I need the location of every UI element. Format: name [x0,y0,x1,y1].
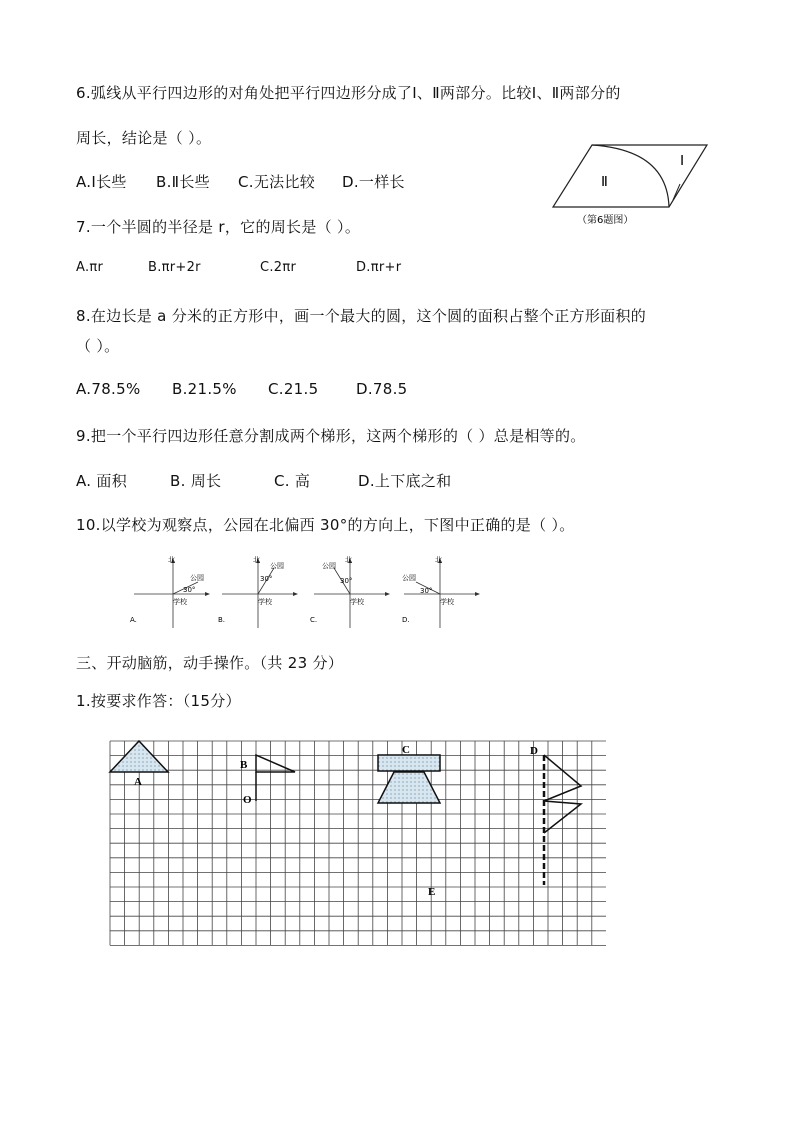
q6-option-d: D.一样长 [342,173,405,191]
q6-text-line1: 6.弧线从平行四边形的对角处把平行四边形分成了Ⅰ、Ⅱ两部分。比较Ⅰ、Ⅱ两部分的 [76,84,621,102]
q10-a-north: 北 [168,556,175,564]
task1-grid-figure [106,737,606,953]
q6-figure-caption: （第6题图） [577,215,634,226]
q6-options [76,171,405,192]
shape-c-rectangle [378,755,440,771]
q10-a-letter: A. [130,616,137,624]
q7-option-b: B.πr+2r [148,260,201,275]
q6-parallelogram-figure [545,138,715,230]
q9-option-a: A. 面积 [76,472,128,490]
q8-option-c: C.21.5 [268,380,319,398]
q7-option-c: C.2πr [260,260,297,275]
shape-b-triangle [256,755,295,772]
q10-c-letter: C. [310,616,318,624]
q7-options [76,260,401,275]
q7-option-a: A.πr [76,260,104,275]
q6-option-c: C.无法比较 [238,173,316,191]
q8-options [76,380,408,398]
q10-d-letter: D. [402,616,410,624]
q10-text: 10.以学校为观察点，公园在北偏西 30°的方向上，下图中正确的是（ ）。 [76,516,575,534]
q7-text: 7.一个半圆的半径是 r，它的周长是（ ）。 [76,218,361,236]
q8-option-a: A.78.5% [76,380,141,398]
q8-text-line1: 8.在边长是 a 分米的正方形中，画一个最大的圆，这个圆的面积占整个正方形面积的 [76,307,647,325]
q9-option-d: D.上下底之和 [358,472,452,490]
q10-diagram-a [128,552,218,632]
task1-title: 1.按要求作答：（15分） [76,692,241,710]
q8-option-d: D.78.5 [356,380,408,398]
shape-a-triangle [110,741,168,772]
q9-text: 9.把一个平行四边形任意分割成两个梯形，这两个梯形的（ ）总是相等的。 [76,427,586,445]
label-b: B [240,759,248,771]
q6-option-a: A.Ⅰ长些 [76,173,127,191]
label-o: O [243,794,252,806]
q10-b-angle: 30° [260,575,273,583]
q9-option-c: C. 高 [274,472,311,490]
q10-d-angle: 30° [420,587,433,595]
q8-option-b: B.21.5% [172,380,237,398]
q10-b-letter: B. [218,616,226,624]
q10-a-school: 学校 [173,598,187,606]
label-d: D [530,745,538,757]
q10-a-park: 公园 [190,574,204,582]
q10-c-school: 学校 [350,598,364,606]
q10-b-school: 学校 [258,598,272,606]
q10-d-school: 学校 [440,598,454,606]
q10-c-north: 北 [345,556,352,564]
q10-d-north: 北 [435,556,442,564]
q10-diagram-b [216,552,306,632]
label-c: C [402,744,410,756]
q6-region-2-label: Ⅱ [601,175,608,190]
q10-c-park: 公园 [322,562,336,570]
q6-option-b: B.Ⅱ长些 [156,173,210,191]
q9-options [76,470,451,491]
q9-option-b: B. 周长 [170,472,222,490]
q10-diagram-c [308,552,398,632]
q10-diagram-d [398,552,488,632]
q10-d-park: 公园 [402,574,416,582]
label-a: A [134,776,142,788]
q10-b-park: 公园 [270,562,284,570]
q10-a-angle: 30° [183,586,196,594]
q7-option-d: D.πr+r [356,260,402,275]
q10-c-angle: 30° [340,577,353,585]
grid-lines [110,741,606,945]
label-e: E [428,886,436,898]
section3-title: 三、开动脑筋，动手操作。（共 23 分） [76,654,344,672]
q10-b-north: 北 [253,556,260,564]
q6-region-1-label: Ⅰ [680,154,685,169]
q8-text-line2: （ ）。 [76,337,120,355]
q6-text-line2: 周长，结论是（ ）。 [76,129,212,147]
